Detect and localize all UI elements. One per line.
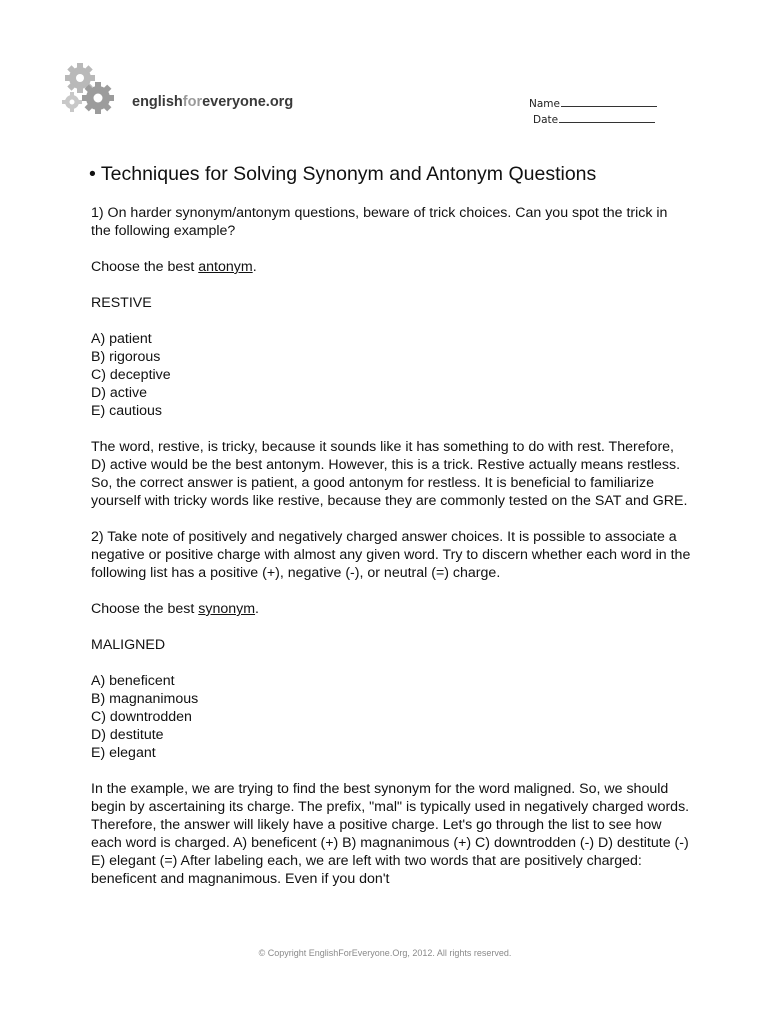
section1-choices xyxy=(91,330,691,420)
section1-prompt xyxy=(91,258,691,276)
section2-prompt-prefix: Choose the best xyxy=(91,601,199,617)
choice-item: D) active xyxy=(91,385,147,401)
section2-prompt-keyword: synonym xyxy=(198,601,256,617)
brand-name xyxy=(132,94,293,110)
section2-intro: 2) Take note of positively and negatively charged answer choices. It is possible to associate a negative or positive charge with almost any given word. Try to discern whether each word in the following list has a positive (+), negative (-), or neutral (=) charge. xyxy=(91,529,691,581)
section1-prompt-suffix: . xyxy=(252,259,257,275)
section1-intro: 1) On harder synonym/antonym questions, beware of trick choices. Can you spot the trick in the following example? xyxy=(91,205,668,239)
choice-item: C) deceptive xyxy=(91,367,171,383)
choice-item: A) patient xyxy=(91,331,152,347)
brand-part-everyone: everyone.org xyxy=(202,94,294,110)
name-date-block xyxy=(529,96,657,128)
section1-word: RESTIVE xyxy=(91,295,152,311)
section2-prompt xyxy=(91,600,691,618)
date-label: Date xyxy=(533,114,559,126)
section2-explanation: In the example, we are trying to find the best synonym for the word maligned. So, we should begin by ascertaining its charge. The prefix, "mal" is typically used in negatively charged words. Therefore, the answer will likely have a positive charge. Let's go through the list to see how each word is charged. A) beneficent (+) B) magnanimous (+) C) downtrodden (-) D) destitute (-) E) elegant (=) After labeling each, we are left with two words that are positively charged: beneficent and magnanimous. Even if you don't xyxy=(91,781,690,887)
choice-item: B) magnanimous xyxy=(91,691,199,707)
section2-choices xyxy=(91,672,691,762)
section1-explanation: The word, restive, is tricky, because it sounds like it has something to do with rest. Therefore, D) active would be the best antonym. However, this is a trick. Restive actually means restless. So, the correct answer is patient, a good antonym for restless. It is beneficial to familiarize yourself with tricky words like restive, because they are commonly tested on the SAT and GRE. xyxy=(91,439,688,509)
section1-prompt-prefix: Choose the best xyxy=(91,259,199,275)
choice-item: B) rigorous xyxy=(91,349,161,365)
worksheet-body xyxy=(91,204,691,906)
section2-word: MALIGNED xyxy=(91,637,166,653)
section2-prompt-suffix: . xyxy=(255,601,259,617)
brand-part-for: for xyxy=(182,94,203,110)
name-field[interactable] xyxy=(561,96,657,107)
section1-prompt-keyword: antonym xyxy=(198,259,253,275)
choice-item: C) downtrodden xyxy=(91,709,192,725)
brand-part-english: english xyxy=(132,94,183,110)
page-title: • Techniques for Solving Synonym and Antonym Questions xyxy=(89,163,597,185)
choice-item: A) beneficent xyxy=(91,673,175,689)
choice-item: E) elegant xyxy=(91,745,156,761)
gears-logo-icon xyxy=(58,58,122,122)
choice-item: D) destitute xyxy=(91,727,164,743)
date-field[interactable] xyxy=(559,112,655,123)
choice-item: E) cautious xyxy=(91,403,162,419)
copyright-footer: © Copyright EnglishForEveryone.Org, 2012. All rights reserved. xyxy=(258,948,512,958)
name-label: Name xyxy=(529,98,560,110)
